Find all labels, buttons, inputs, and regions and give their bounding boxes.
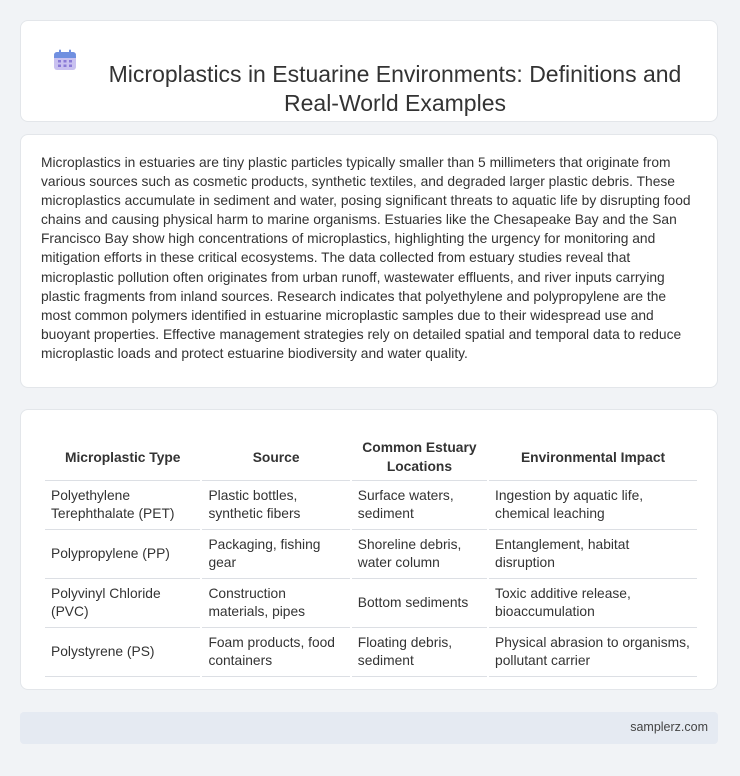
cell-impact: Entanglement, habitat disruption — [489, 530, 697, 579]
microplastics-table — [43, 426, 699, 677]
table-row — [45, 530, 697, 579]
cell-source: Construction materials, pipes — [202, 579, 349, 628]
cell-source: Packaging, fishing gear — [202, 530, 349, 579]
cell-location: Bottom sediments — [352, 579, 487, 628]
page-title: Microplastics in Estuarine Environments: Definitions and Real-World Examples — [108, 61, 682, 117]
cell-location: Surface waters, sediment — [352, 481, 487, 530]
cell-impact: Toxic additive release, bioaccumulation — [489, 579, 697, 628]
cell-location: Floating debris, sediment — [352, 628, 487, 677]
title-card — [20, 20, 718, 122]
cell-source: Foam products, food containers — [202, 628, 349, 677]
table-card — [20, 409, 718, 690]
cell-type: Polyethylene Terephthalate (PET) — [45, 481, 200, 530]
table-row — [45, 579, 697, 628]
table-header-row — [45, 426, 697, 481]
header-environmental-impact: Environmental Impact — [489, 426, 697, 481]
header-common-estuary-locations: Common Estuary Locations — [352, 426, 487, 481]
cell-impact: Ingestion by aquatic life, chemical leaching — [489, 481, 697, 530]
cell-impact: Physical abrasion to organisms, pollutant carrier — [489, 628, 697, 677]
calendar-icon — [53, 49, 77, 71]
table-row — [45, 481, 697, 530]
footer-bar — [20, 712, 718, 744]
cell-type: Polypropylene (PP) — [45, 530, 200, 579]
header-source: Source — [202, 426, 349, 481]
cell-type: Polystyrene (PS) — [45, 628, 200, 677]
header-microplastic-type: Microplastic Type — [45, 426, 200, 481]
intro-paragraph: Microplastics in estuaries are tiny plastic particles typically smaller than 5 millimeters that originate from various sources such as cosmetic products, synthetic textiles, and degraded larger plastic debris. These microplastics accumulate in sediment and water, posing significant threats to aquatic life by disrupting food chains and causing physical harm to marine organisms. Estuaries like the Chesapeake Bay and the San Francisco Bay show high concentrations of microplastics, highlighting the urgency for monitoring and mitigation efforts in these critical ecosystems. The data collected from estuary studies reveal that microplastic pollution often originates from urban runoff, wastewater effluents, and river inputs carrying plastic fragments from inland sources. Research indicates that polyethylene and polypropylene are the most common polymers identified in estuarine microplastic samples due to their widespread use and buoyant properties. Effective management strategies rely on detailed spatial and temporal data to reduce microplastic loads and protect estuarine biodiversity and water quality. — [41, 155, 691, 361]
table-row — [45, 628, 697, 677]
intro-card — [20, 134, 718, 388]
cell-location: Shoreline debris, water column — [352, 530, 487, 579]
cell-source: Plastic bottles, synthetic fibers — [202, 481, 349, 530]
cell-type: Polyvinyl Chloride (PVC) — [45, 579, 200, 628]
footer-site-link[interactable]: samplerz.com — [630, 720, 708, 734]
